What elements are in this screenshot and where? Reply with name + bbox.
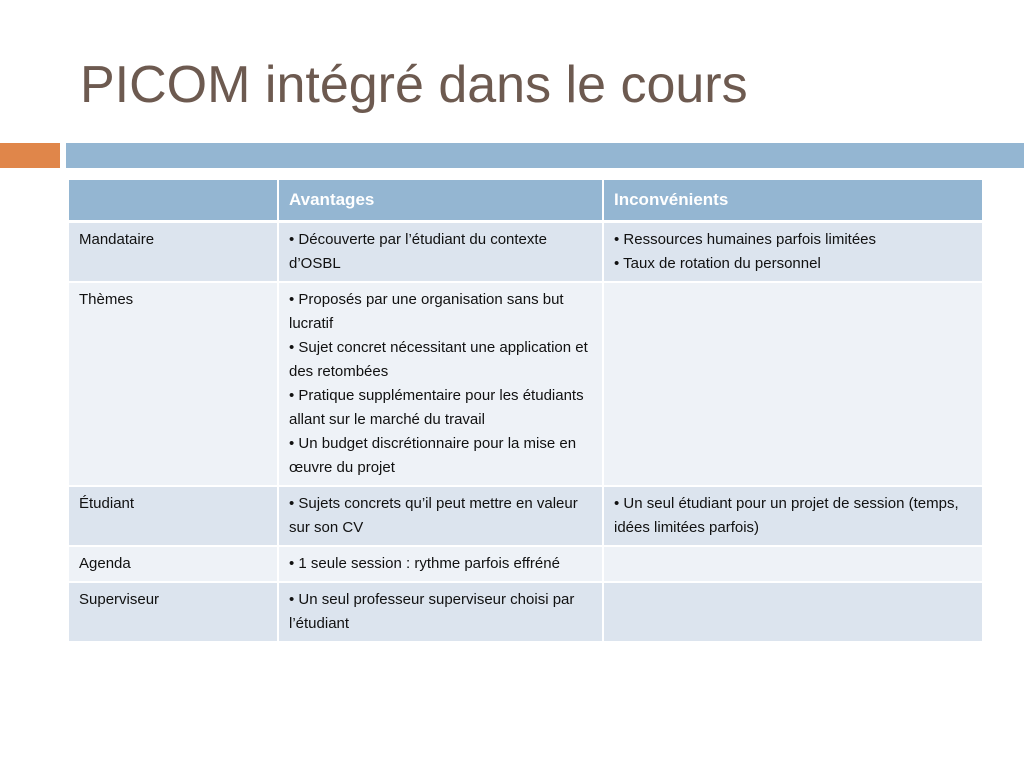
comparison-table xyxy=(69,180,982,643)
table-body xyxy=(69,223,982,643)
row-label-cell: Mandataire xyxy=(69,223,279,283)
page-title: PICOM intégré dans le cours xyxy=(80,56,748,114)
avantages-bullet: • Proposés par une organisation sans but lucratif xyxy=(289,291,564,332)
header-cell-inconvenients: Inconvénients xyxy=(604,180,982,223)
inconvenients-cell xyxy=(604,487,982,547)
table-header-row xyxy=(69,180,982,223)
inconvenients-bullet: • Taux de rotation du personnel xyxy=(614,255,821,272)
avantages-cell xyxy=(279,547,604,583)
avantages-bullet: • Sujet concret nécessitant une application et des retombées xyxy=(289,339,588,380)
table-row xyxy=(69,547,982,583)
inconvenients-bullet: • Ressources humaines parfois limitées xyxy=(614,231,877,248)
header-cell-avantages: Avantages xyxy=(279,180,604,223)
avantages-cell xyxy=(279,583,604,643)
avantages-bullet: • Un budget discrétionnaire pour la mise en œuvre du projet xyxy=(289,435,577,476)
accent-bar-blue xyxy=(66,143,1024,168)
row-label-cell: Étudiant xyxy=(69,487,279,547)
accent-bar-orange xyxy=(0,143,60,168)
row-label-cell: Agenda xyxy=(69,547,279,583)
avantages-cell xyxy=(279,487,604,547)
avantages-bullet: • Pratique supplémentaire pour les étudiants allant sur le marché du travail xyxy=(289,387,584,428)
table-row xyxy=(69,283,982,487)
header-cell-empty xyxy=(69,180,279,223)
row-label-cell: Thèmes xyxy=(69,283,279,487)
table-row xyxy=(69,583,982,643)
avantages-bullet: • Sujets concrets qu’il peut mettre en valeur sur son CV xyxy=(289,495,578,536)
avantages-cell xyxy=(279,283,604,487)
avantages-bullet: • 1 seule session : rythme parfois effréné xyxy=(289,555,560,572)
inconvenients-cell xyxy=(604,547,982,583)
row-label-cell: Superviseur xyxy=(69,583,279,643)
inconvenients-cell xyxy=(604,283,982,487)
avantages-bullet: • Un seul professeur superviseur choisi par l’étudiant xyxy=(289,591,575,632)
inconvenients-cell xyxy=(604,583,982,643)
table-row xyxy=(69,487,982,547)
inconvenients-cell xyxy=(604,223,982,283)
inconvenients-bullet: • Un seul étudiant pour un projet de session (temps, idées limitées parfois) xyxy=(614,495,959,536)
avantages-cell xyxy=(279,223,604,283)
avantages-bullet: • Découverte par l’étudiant du contexte d’OSBL xyxy=(289,231,547,272)
table-row xyxy=(69,223,982,283)
